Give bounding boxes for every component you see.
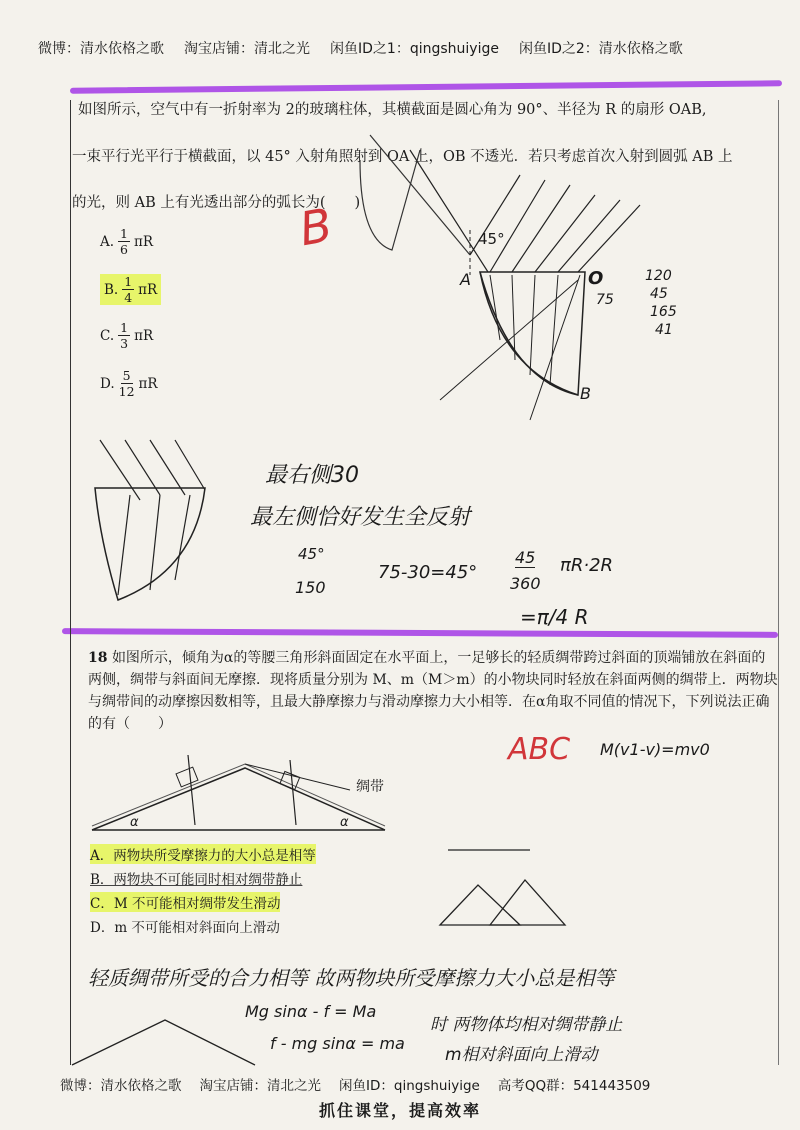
work-150: 150 [295,578,326,597]
q17-line-2: 一束平行光平行于横截面，以 45° 入射角照射到 OA 上，OB 不透光．若只考虑首次入射到圆弧 AB 上 [72,149,733,165]
work-frac-num: 45 [515,548,536,567]
footer-slogan: 抓住课堂，提高效率 [318,1101,481,1120]
note-41: 41 [655,322,673,338]
q18-equation-top: M(v1-v)=mv0 [600,740,710,759]
header-taobao: 淘宝店铺：清北之光 [184,41,310,57]
q17-option-d: D. $\frac{5}{12}$ πR [100,368,158,399]
work-result: =π/4 R [520,605,589,629]
q18-number: 18 [88,650,108,666]
note-165: 165 [650,304,677,320]
q18-work-1: 轻质绸带所受的合力相等 故两物块所受摩擦力大小总是相等 [88,966,615,990]
q17-option-c: C. $\frac{1}{3}$ πR [100,320,154,351]
q18-work-3: f - mg sinα = ma [270,1034,405,1053]
work-75-30: 75-30=45° [378,562,478,583]
q18-cloth-label: 绸带 [356,779,384,795]
page-footer [60,1074,780,1094]
footer-xianyu: 闲鱼ID：qingshuiyige [339,1078,480,1094]
header-xianyu-1: 闲鱼ID之1：qingshuiyige [330,41,499,57]
work-pi-2r: πR·2R [560,555,614,576]
fig-angle-label: 45° [478,230,505,248]
footer-taobao: 淘宝店铺：清北之光 [199,1078,321,1094]
fig-label-a: A [460,270,471,289]
q18-option-d: D．m 不可能相对斜面向上滑动 [90,920,280,936]
q18-work-5: m相对斜面向上滑动 [445,1045,598,1065]
work-frac-den: 360 [510,574,541,593]
work-line-1: 最右侧30 [265,463,359,488]
q17-option-b: B. $\frac{1}{4}$ πR [100,274,161,305]
q17-line-1: 如图所示，空气中有一折射率为 2的玻璃柱体，其横截面是圆心角为 90°、半径为 R 的扇形 OAB, [78,102,707,118]
q18-alpha-left: α [130,815,139,830]
fig-label-o: O [588,268,604,289]
work-line-2: 最左侧恰好发生全反射 [250,505,471,530]
q18-work-2: Mg sinα - f = Ma [245,1002,377,1021]
q18-option-a: A．两物块所受摩擦力的大小总是相等 [90,844,316,864]
q18-work-4: 时 两物体均相对绸带静止 [430,1015,623,1035]
note-75: 75 [596,292,614,308]
q17-line-3: 的光，则 AB 上有光透出部分的弧长为( ) [72,195,361,211]
header-weibo: 微博：清水依格之歌 [38,41,164,57]
q17-option-a: A. $\frac{1}{6}$ πR [100,226,154,257]
q18-option-c: C．M 不可能相对绸带发生滑动 [90,892,280,912]
note-120: 120 [645,268,672,284]
q18-answer-mark: ABC [508,732,571,767]
q18-alpha-right: α [340,815,349,830]
note-45: 45 [650,286,668,302]
work-45deg: 45° [298,545,325,563]
q18-text: 如图所示，倾角为α的等腰三角形斜面固定在水平面上，一足够长的轻质绸带跨过斜面的顶端铺放在斜面的两侧，绸带与斜面间无摩擦．现将质量分别为 M、m（M＞m）的小物块同时轻放在斜面两侧的绸带上．两物块与绸带间的动摩擦因数相等，且最大静摩擦力与滑动摩擦力大小相等．在α角取不同值的情况下，下列说法正确的有（ ） [88,650,778,732]
footer-qq-group: 高考QQ群：541443509 [497,1078,651,1094]
q17-answer-mark: B [295,197,337,257]
fig-label-b: B [580,384,591,403]
q18-option-b: B．两物块不可能同时相对绸带静止 [90,872,303,888]
footer-weibo: 微博：清水依格之歌 [60,1078,182,1094]
header-xianyu-2: 闲鱼ID之2：清水依格之歌 [518,41,683,57]
